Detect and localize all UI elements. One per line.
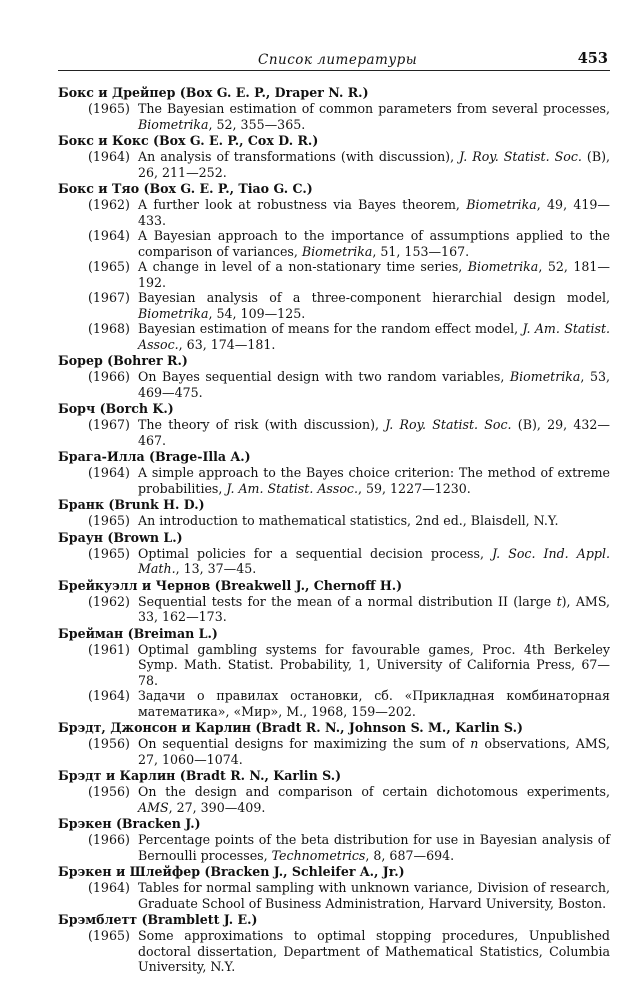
reference-title: Задачи о правилах остановки, сб. «Прикладная комбинаторная математика», «Мир», М., 1968, 159—202.	[138, 688, 610, 719]
reference-text	[138, 197, 610, 228]
reference-text	[138, 784, 610, 815]
reference-year: (1965)	[88, 259, 130, 274]
reference-entry	[58, 197, 610, 228]
reference-title: An introduction to mathematical statistics, 2nd ed., Blaisdell, N.Y.	[138, 513, 559, 528]
reference-entry	[58, 784, 610, 815]
reference-entry	[58, 259, 610, 290]
reference-details: , 53, 469—475.	[138, 369, 610, 400]
reference-entry	[58, 290, 610, 321]
author-heading: Борч (Borch K.)	[58, 401, 174, 416]
reference-year: (1966)	[88, 832, 130, 847]
reference-text	[138, 290, 610, 321]
reference-entry	[58, 465, 610, 496]
running-title: Список литературы	[258, 52, 418, 68]
reference-year: (1961)	[88, 641, 130, 657]
reference-year: (1964)	[88, 465, 130, 480]
reference-entry	[58, 417, 610, 448]
reference-text	[138, 465, 610, 496]
header-rule	[58, 70, 610, 71]
reference-title: A change in level of a non-stationary time series,	[138, 259, 468, 274]
bibliography-list	[58, 84, 610, 975]
author-heading: Брэкен и Шлейфер (Bracken J., Schleifer A., Jr.)	[58, 864, 405, 879]
author-heading: Брэкен (Bracken J.)	[58, 816, 201, 831]
reference-entry	[58, 228, 610, 259]
author-heading: Бранк (Brunk H. D.)	[58, 497, 205, 512]
reference-details: , 13, 37—45.	[175, 561, 257, 576]
reference-text	[138, 321, 610, 352]
reference-details: , 8, 687—694.	[365, 847, 455, 863]
reference-journal: Biometrika	[467, 259, 539, 274]
reference-title: The Bayesian estimation of common parameters from several processes,	[138, 101, 610, 116]
author-heading: Брэдт и Карлин (Bradt R. N., Karlin S.)	[58, 768, 342, 783]
reference-text	[138, 228, 610, 259]
reference-year: (1966)	[88, 369, 130, 384]
reference-text	[138, 149, 610, 180]
reference-entry	[58, 880, 610, 911]
reference-title: Sequential tests for the mean of a normal distribution II (large	[138, 593, 557, 609]
reference-title: A further look at robustness via Bayes theorem,	[138, 197, 467, 212]
reference-details: , 49, 419—433.	[138, 197, 611, 228]
page-number: 453	[577, 50, 608, 67]
author-heading: Бокс и Тяо (Box G. E. P., Tiao G. C.)	[58, 181, 313, 196]
reference-title: Percentage points of the beta distribution for use in Bayesian analysis of Bernoulli processes,	[138, 832, 610, 863]
reference-journal: n	[470, 736, 479, 751]
author-heading: Бокс и Дрейпер (Box G. E. P., Draper N. R.)	[58, 85, 369, 100]
reference-entry	[58, 546, 610, 577]
reference-text	[138, 736, 610, 767]
reference-entry	[58, 736, 610, 767]
author-heading: Брага-Илла (Brage-Illa A.)	[58, 449, 251, 464]
reference-details: , 52, 355—365.	[208, 116, 306, 132]
reference-entry	[58, 642, 610, 689]
reference-journal: J. Roy. Statist. Soc.	[385, 417, 512, 432]
author-heading: Брейман (Breiman L.)	[58, 625, 218, 641]
reference-journal: J. Am. Statist. Assoc.	[138, 321, 611, 352]
reference-year: (1968)	[88, 321, 130, 336]
reference-title: On the design and comparison of certain dichotomous experiments,	[138, 784, 610, 799]
reference-text	[138, 546, 610, 577]
reference-journal: AMS	[138, 799, 169, 815]
reference-journal: Biometrika	[466, 197, 537, 212]
reference-title: Bayesian analysis of a three-component hierarchial design model,	[138, 290, 610, 305]
reference-text	[138, 928, 610, 975]
reference-year: (1956)	[88, 736, 130, 751]
reference-entry	[58, 594, 610, 625]
reference-entry	[58, 513, 610, 529]
reference-journal: Biometrika	[509, 369, 581, 384]
reference-title: Optimal gambling systems for favourable games, Proc. 4th Berkeley Symp. Math. Statist. Probability, 1, University of California Press, 67—78.	[138, 641, 610, 688]
reference-year: (1962)	[88, 197, 130, 212]
reference-details: , 63, 174—181.	[178, 336, 276, 352]
reference-entry	[58, 369, 610, 400]
reference-title: On Bayes sequential design with two random variables,	[138, 369, 510, 384]
reference-journal: J. Am. Statist. Assoc.	[226, 480, 358, 496]
reference-year: (1965)	[88, 513, 130, 528]
reference-entry	[58, 928, 610, 975]
reference-entry	[58, 688, 610, 719]
author-heading: Брейкуэлл и Чернов (Breakwell J., Chernoff H.)	[58, 577, 403, 593]
reference-text	[138, 259, 610, 290]
reference-year: (1967)	[88, 290, 130, 305]
page-header	[58, 48, 610, 72]
reference-entry	[58, 321, 610, 352]
reference-journal: Biometrika	[138, 116, 209, 132]
reference-year: (1965)	[88, 101, 130, 116]
author-heading: Борер (Bohrer R.)	[58, 353, 188, 368]
reference-year: (1965)	[88, 928, 130, 943]
reference-journal: t	[556, 593, 562, 609]
reference-text	[138, 369, 610, 400]
reference-details: observations, AMS, 27, 1060—1074.	[138, 736, 610, 767]
reference-title: On sequential designs for maximizing the sum of	[138, 736, 471, 751]
reference-year: (1964)	[88, 688, 130, 703]
reference-text	[138, 832, 610, 863]
author-heading: Брэмблетт (Bramblett J. E.)	[58, 912, 258, 927]
reference-entry	[58, 832, 610, 863]
author-heading: Бокс и Кокс (Box G. E. P., Cox D. R.)	[58, 133, 319, 148]
reference-title: Bayesian estimation of means for the random effect model,	[138, 321, 523, 336]
reference-title: A simple approach to the Bayes choice criterion: The method of extreme probabilities,	[138, 465, 610, 496]
reference-title: The theory of risk (with discussion),	[138, 417, 386, 432]
reference-details: (B), 29, 432—467.	[138, 417, 610, 448]
reference-title: Optimal policies for a sequential decision process,	[138, 545, 493, 561]
reference-year: (1964)	[88, 880, 130, 895]
reference-title: A Bayesian approach to the importance of assumptions applied to the comparison of variances,	[138, 228, 610, 259]
reference-details: , 51, 153—167.	[372, 243, 470, 259]
reference-text	[138, 101, 610, 132]
reference-text	[138, 594, 610, 625]
reference-title: Tables for normal sampling with unknown variance, Division of research, Graduate School of Business Administration, Harvard University, Boston.	[138, 880, 610, 911]
author-heading: Браун (Brown L.)	[58, 529, 183, 545]
reference-details: , 52, 181—192.	[138, 259, 610, 290]
reference-text	[138, 642, 610, 689]
reference-details: , 54, 109—125.	[208, 305, 306, 321]
reference-year: (1964)	[88, 228, 130, 243]
reference-text	[138, 513, 610, 529]
reference-year: (1956)	[88, 784, 130, 799]
reference-text	[138, 880, 610, 911]
reference-year: (1962)	[88, 593, 130, 609]
reference-entry	[58, 149, 610, 180]
reference-title: Some approximations to optimal stopping procedures, Unpublished doctoral dissertation, Department of Mathematical Statistics, Columbia University, N.Y.	[138, 928, 610, 974]
reference-journal: Biometrika	[301, 243, 373, 259]
reference-journal: J. Soc. Ind. Appl. Math.	[138, 545, 611, 576]
reference-title: An analysis of transformations (with discussion),	[138, 149, 460, 164]
reference-year: (1965)	[88, 545, 130, 561]
reference-details: , 27, 390—409.	[168, 799, 266, 815]
reference-year: (1967)	[88, 417, 130, 432]
reference-journal: Biometrika	[138, 305, 209, 321]
reference-year: (1964)	[88, 149, 130, 164]
reference-text	[138, 417, 610, 448]
reference-journal: Technometrics	[271, 847, 366, 863]
author-heading: Брэдт, Джонсон и Карлин (Bradt R. N., Johnson S. M., Karlin S.)	[58, 720, 523, 735]
reference-details: (B), 26, 211—252.	[138, 149, 611, 180]
reference-entry	[58, 101, 610, 132]
reference-details: ), AMS, 33, 162—173.	[138, 593, 611, 624]
reference-text	[138, 688, 610, 719]
reference-details: , 59, 1227—1230.	[358, 480, 471, 496]
reference-journal: J. Roy. Statist. Soc.	[459, 149, 582, 164]
